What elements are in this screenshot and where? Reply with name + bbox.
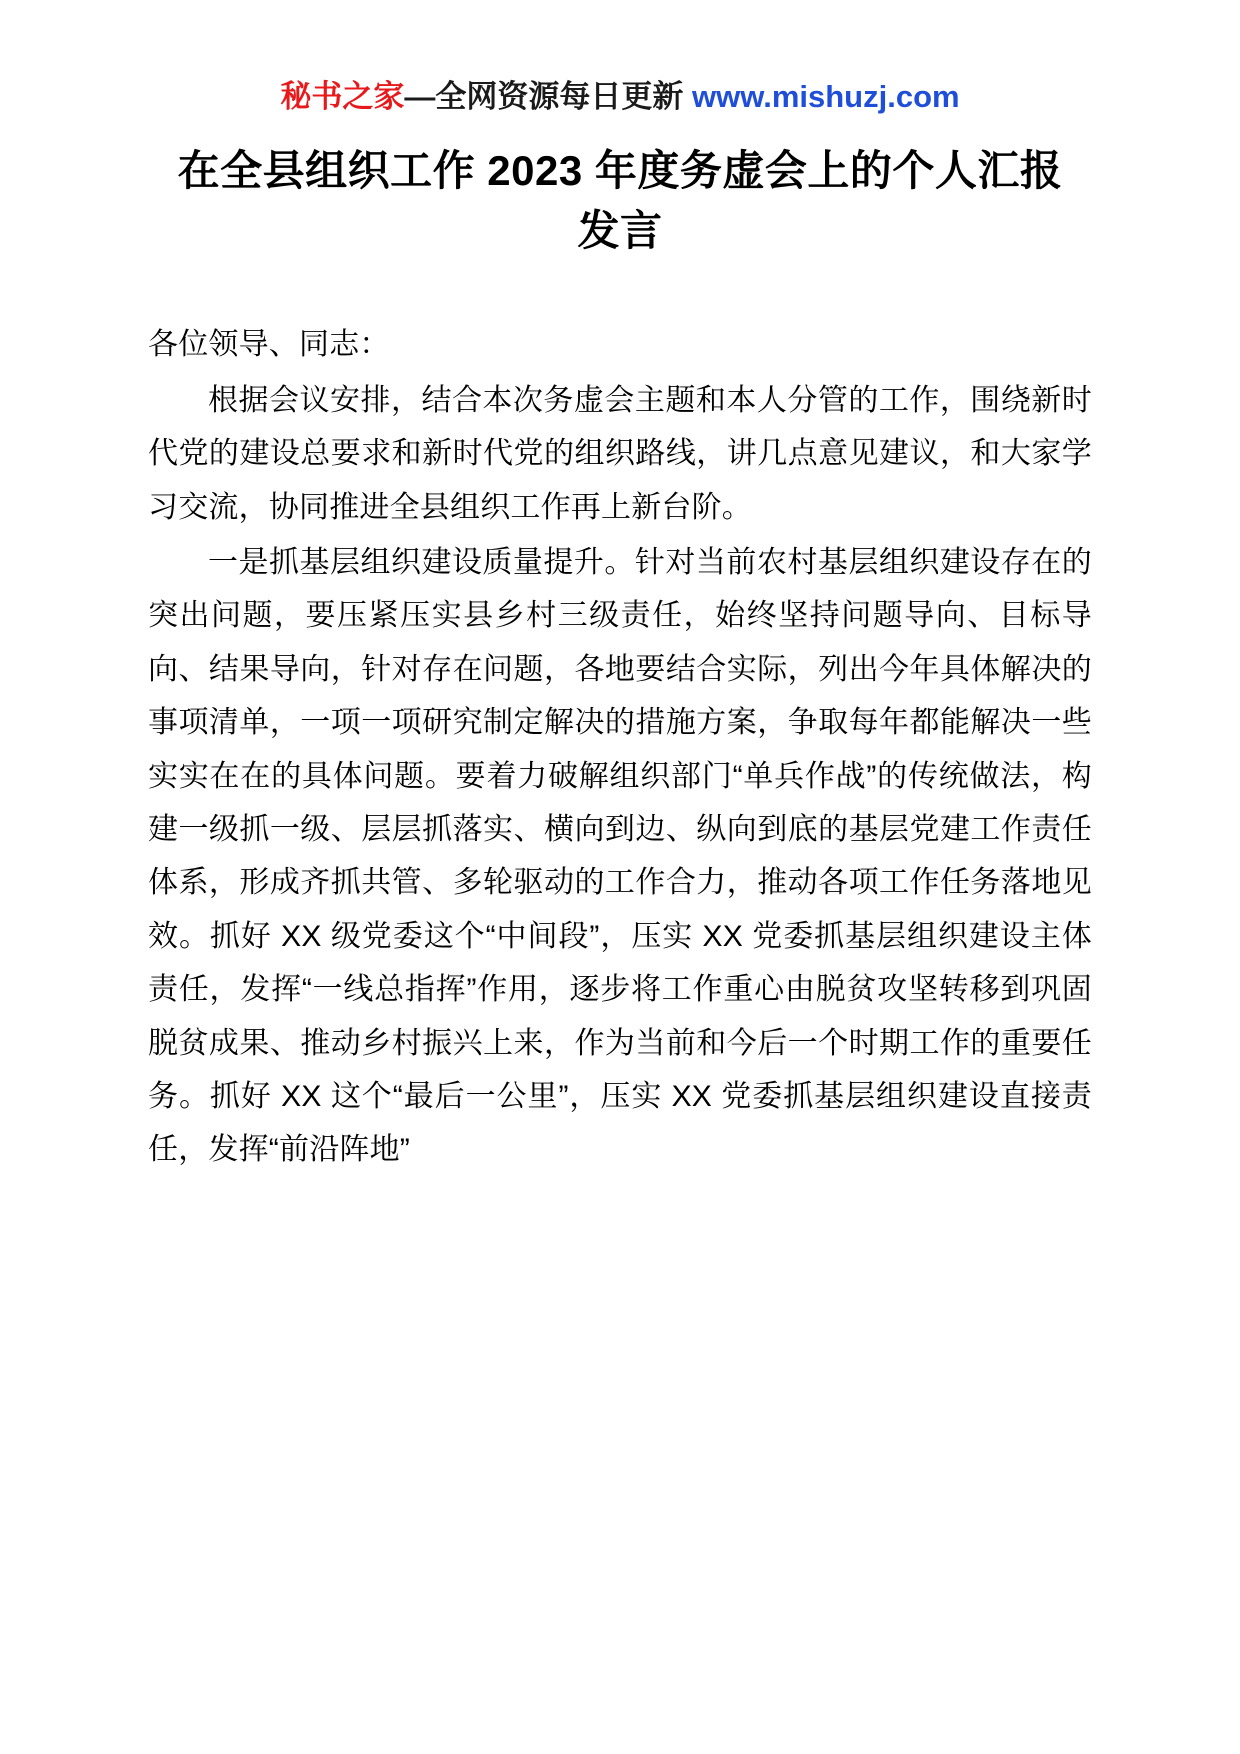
paragraph-1: 根据会议安排，结合本次务虚会主题和本人分管的工作，围绕新时代党的建设总要求和新时代党的组织路线，讲几点意见建议，和大家学习交流，协同推进全县组织工作再上新台阶。 (148, 383, 1092, 524)
document-body (148, 318, 1092, 1176)
watermark-site-url[interactable]: www.mishuzj.com (692, 79, 960, 114)
site-watermark (148, 78, 1092, 115)
watermark-brand: 秘书之家 (280, 79, 405, 114)
paragraph-2: 一是抓基层组织建设质量提升。针对当前农村基层组织建设存在的突出问题，要压紧压实县乡村三级责任，始终坚持问题导向、目标导向、结果导向，针对存在问题，各地要结合实际，列出今年具体解决的事项清单，一项一项研究制定解决的措施方案，争取每年都能解决一些实实在在的具体问题。要着力破解组织部门“单兵作战”的传统做法，构建一级抓一级、层层抓落实、横向到边、纵向到底的基层党建工作责任体系，形成齐抓共管、多轮驱动的工作合力，推动各项工作任务落地见效。抓好 XX 级党委这个“中间段”，压实 XX 党委抓基层组织建设主体责任，发挥“一线总指挥”作用，逐步将工作重心由脱贫攻坚转移到巩固脱贫成果、推动乡村振兴上来，作为当前和今后一个时期工作的重要任务。抓好 XX 这个“最后一公里”，压实 XX 党委抓基层组织建设直接责任，发挥“前沿阵地” (148, 546, 1092, 1167)
watermark-tagline: —全网资源每日更新 (404, 79, 693, 114)
page-title: 在全县组织工作 2023 年度务虚会上的个人汇报发言 (177, 147, 1063, 254)
salutation: 各位领导、同志： (148, 328, 390, 362)
